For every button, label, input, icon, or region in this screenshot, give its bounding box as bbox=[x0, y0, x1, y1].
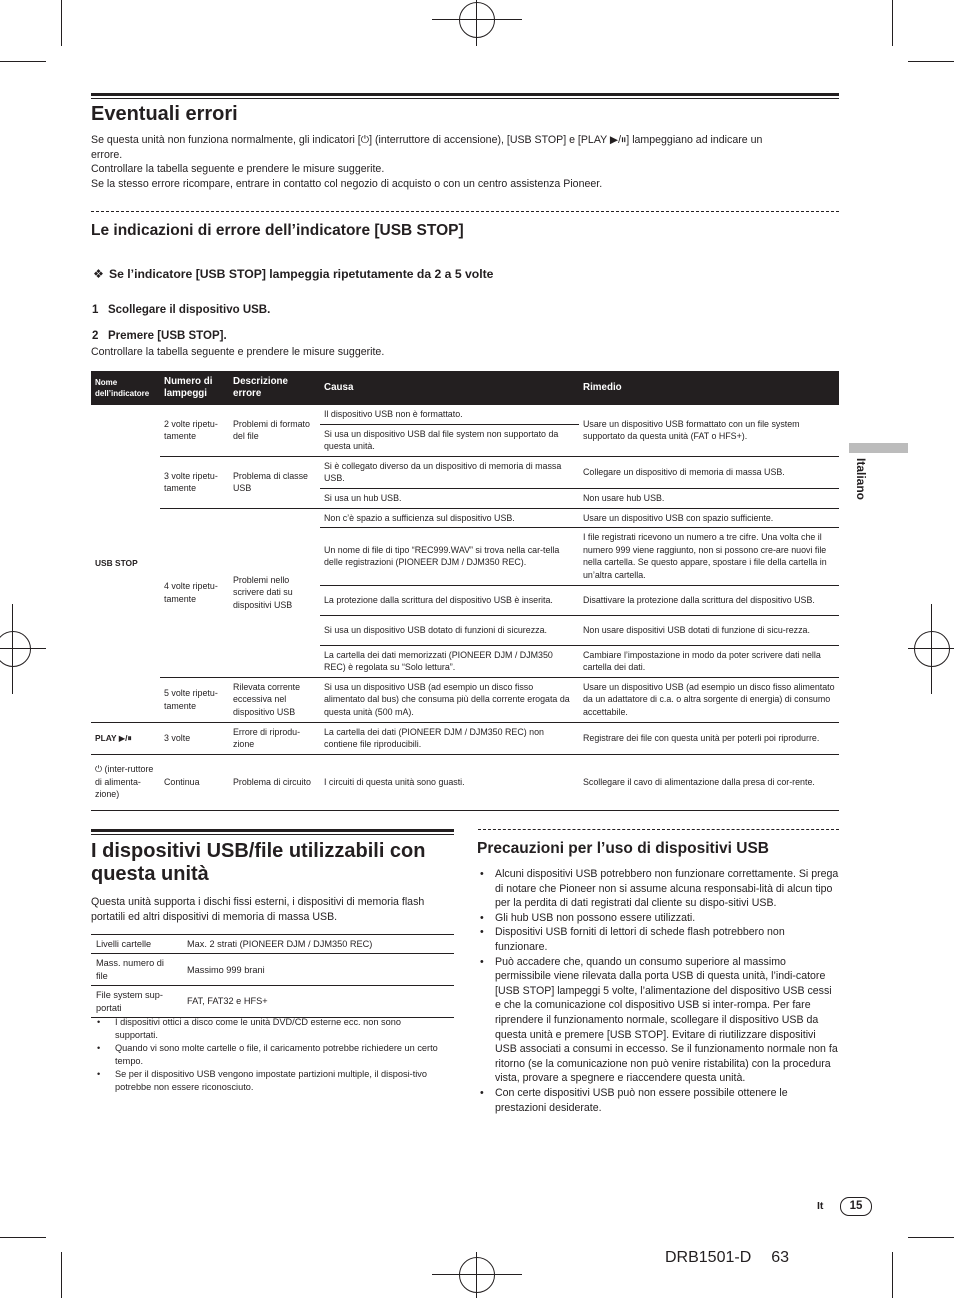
list-item: • Con certe dispositivi USB può non essere possibile ottenere le prestazioni desiderate. bbox=[478, 1086, 840, 1115]
remedy: Non usare dispositivi USB dotati di funzione di sicu-rezza. bbox=[579, 615, 839, 645]
remedy: I file registrati ricevono un numero a tre cifre. Una volta che il numero 999 viene raggiunto, non si possono cre-are nuovi file nella cartella. Se questo appare, spostare i file della cartella in un’altra cartella. bbox=[579, 528, 839, 585]
blink-count: 3 volte bbox=[160, 722, 229, 754]
remedy: Non usare hub USB. bbox=[579, 488, 839, 508]
header-cell: Causa bbox=[320, 371, 579, 405]
crop-mark bbox=[61, 1252, 62, 1298]
cause: Si usa un dispositivo USB dotato di funzioni di sicurezza. bbox=[320, 615, 579, 645]
table-row bbox=[91, 405, 839, 425]
spec-key: Livelli cartelle bbox=[91, 935, 182, 954]
error-description: Errore di riprodu-zione bbox=[229, 722, 320, 754]
intro-paragraph: Se questa unità non funziona normalmente, gli indicatori [⏻] (interruttore di accensione), [USB STOP] e [PLAY ▶/⏸] lampeggiano ad indicare un errore. Controllare la tabella seguente e prendere le misure suggerite. Se la stesso errore ricompare, entrare in contatto col negozio di acquisto o con un centro assistenza Pioneer. bbox=[91, 134, 763, 190]
crop-mark bbox=[0, 1237, 46, 1238]
cause: Si usa un hub USB. bbox=[320, 488, 579, 508]
crop-mark bbox=[908, 61, 954, 62]
page-number: 15 bbox=[840, 1197, 872, 1216]
cause: Un nome di file di tipo “REC999.WAV” si trova nella car-tella delle registrazioni (PIONEER DJM / DJM350 REC). bbox=[320, 528, 579, 585]
step-1: 1 Scollegare il dispositivo USB. bbox=[92, 304, 271, 316]
remedy: Cambiare l’impostazione in modo da poter scrivere dati nella cartella dei dati. bbox=[579, 645, 839, 677]
spec-value: Massimo 999 brani bbox=[182, 954, 454, 986]
crop-mark bbox=[0, 61, 46, 62]
header-cell: Numero di lampeggi bbox=[160, 371, 229, 405]
cause: La protezione dalla scrittura del dispositivo USB è inserita. bbox=[320, 585, 579, 615]
crop-mark bbox=[892, 1252, 893, 1298]
section-rule bbox=[91, 98, 839, 99]
usb-notes bbox=[91, 1016, 446, 1094]
section-title: Precauzioni per l’uso di dispositivi USB bbox=[477, 840, 769, 857]
remedy: Usare un dispositivo USB (ad esempio un disco fisso alimentato da un adattatore di c.a. o altra sorgente di energia) di consumo accettabile. bbox=[579, 677, 839, 721]
indicator-name: PLAY ▶/⏸ bbox=[91, 722, 160, 754]
cause: Si usa un dispositivo USB dal file system non supportato da questa unità. bbox=[320, 424, 579, 456]
error-description: Problemi nello scrivere dati su dispositivi USB bbox=[229, 508, 320, 677]
remedy: Collegare un dispositivo di memoria di massa USB. bbox=[579, 456, 839, 488]
table-row bbox=[91, 935, 454, 954]
remedy: Usare un dispositivo USB con spazio sufficiente. bbox=[579, 508, 839, 528]
diamond-icon: ❖ bbox=[93, 267, 104, 281]
subsection-title: Le indicazioni di errore dell’indicatore [USB STOP] bbox=[91, 222, 464, 239]
spec-key: Mass. numero di file bbox=[91, 954, 182, 986]
crop-mark bbox=[908, 1237, 954, 1238]
indicator-name: USB STOP bbox=[95, 557, 138, 568]
blink-count: 5 volte ripetu-tamente bbox=[160, 677, 229, 721]
crop-mark bbox=[892, 0, 893, 46]
dashed-divider bbox=[91, 211, 839, 212]
language-tab: Italiano bbox=[854, 458, 868, 501]
usb-spec-table bbox=[91, 934, 454, 1018]
blink-count: 2 volte ripetu-tamente bbox=[160, 405, 229, 457]
list-item: • Se per il dispositivo USB vengono impostate partizioni multiple, il disposi-tivo potrebbe non essere riconosciuto. bbox=[91, 1068, 446, 1094]
step-2: 2 Premere [USB STOP]. bbox=[92, 330, 227, 342]
list-item: • Dispositivi USB forniti di lettori di schede flash potrebbero non funzionare. bbox=[478, 925, 840, 954]
section-rule bbox=[91, 829, 454, 832]
section-rule bbox=[91, 93, 839, 96]
error-description: Problema di classe USB bbox=[229, 456, 320, 508]
usb-intro: Questa unità supporta i dischi fissi esterni, i dispositivi di memoria flash portatili ed altri dispositivi di memoria di massa USB. bbox=[91, 896, 425, 923]
bullet-heading: ❖ Se l’indicatore [USB STOP] lampeggia ripetutamente da 2 a 5 volte bbox=[93, 267, 494, 281]
remedy: Scollegare il cavo di alimentazione dalla presa di cor-rente. bbox=[579, 754, 839, 810]
footer-lang: It bbox=[817, 1200, 824, 1212]
list-item: • Gli hub USB non possono essere utilizzati. bbox=[478, 911, 840, 926]
cause: Si usa un dispositivo USB (ad esempio un disco fisso alimentato dal bus) che consuma più della corrente erogata da questa unità (500 mA). bbox=[320, 677, 579, 721]
doc-code: DRB1501-D 63 bbox=[665, 1249, 790, 1266]
blink-count: 4 volte ripetu-tamente bbox=[160, 508, 229, 677]
blink-count: 3 volte ripetu-tamente bbox=[160, 456, 229, 508]
crop-mark bbox=[61, 0, 62, 46]
table-row bbox=[91, 722, 839, 754]
list-item: • Quando vi sono molte cartelle o file, il caricamento potrebbe richiedere un certo tempo. bbox=[91, 1042, 446, 1068]
table-row bbox=[91, 954, 454, 986]
section-title: I dispositivi USB/file utilizzabili con questa unità bbox=[91, 840, 426, 885]
table-row bbox=[91, 508, 839, 528]
cause: La cartella dei dati (PIONEER DJM / DJM350 REC) non contiene file riproducibili. bbox=[320, 722, 579, 754]
cause: Il dispositivo USB non è formattato. bbox=[320, 405, 579, 425]
table-row bbox=[91, 677, 839, 721]
header-cell: Rimedio bbox=[579, 371, 839, 405]
error-description: Rilevata corrente eccessiva nel dispositivo USB bbox=[229, 677, 320, 721]
section-rule bbox=[91, 834, 454, 835]
cause: I circuiti di questa unità sono guasti. bbox=[320, 754, 579, 810]
list-item: • Alcuni dispositivi USB potrebbero non funzionare correttamente. Si prega di notare che Pioneer non si assume alcuna responsabi-lità di alcun tipo per la perdita di dati registrati dal cliente su dispo-sitivi USB. bbox=[478, 867, 840, 911]
step-2-text: Controllare la tabella seguente e prendere le misure suggerite. bbox=[91, 346, 385, 358]
section-title: Eventuali errori bbox=[91, 103, 238, 125]
table-header bbox=[91, 371, 839, 405]
header-cell: Descrizione errore bbox=[229, 371, 320, 405]
cause: La cartella dei dati memorizzati (PIONEER DJM / DJM350 REC) è regolata su “Solo lettura”. bbox=[320, 645, 579, 677]
spec-value: FAT, FAT32 e HFS+ bbox=[182, 986, 454, 1018]
table-row bbox=[91, 456, 839, 488]
cause: Si è collegato diverso da un dispositivo di memoria di massa USB. bbox=[320, 456, 579, 488]
spec-value: Max. 2 strati (PIONEER DJM / DJM350 REC) bbox=[182, 935, 454, 954]
language-tab-bar bbox=[849, 443, 908, 453]
dashed-divider bbox=[478, 829, 839, 830]
indicator-name: ⏻ (inter-ruttore di alimenta-zione) bbox=[91, 754, 160, 810]
header-cell: Nome dell’indicatore bbox=[91, 371, 160, 405]
error-description: Problema di circuito bbox=[229, 754, 320, 810]
error-table bbox=[91, 371, 839, 811]
precautions-list bbox=[478, 867, 840, 1115]
remedy: Usare un dispositivo USB formattato con un file system supportato da questa unità (FAT o HFS+). bbox=[579, 405, 839, 457]
spec-key: File system sup-portati bbox=[91, 986, 182, 1018]
table-row bbox=[91, 986, 454, 1018]
remedy: Registrare dei file con questa unità per poterli poi riprodurre. bbox=[579, 722, 839, 754]
error-description: Problemi di formato del file bbox=[229, 405, 320, 457]
remedy: Disattivare la protezione dalla scrittura del dispositivo USB. bbox=[579, 585, 839, 615]
blink-count: Continua bbox=[160, 754, 229, 810]
cause: Non c’è spazio a sufficienza sul dispositivo USB. bbox=[320, 508, 579, 528]
list-item: • I dispositivi ottici a disco come le unità DVD/CD esterne ecc. non sono supportati. bbox=[91, 1016, 446, 1042]
table-row bbox=[91, 754, 839, 810]
list-item: • Può accadere che, quando un consumo superiore al massimo permissibile viene rilevata dalla porta USB di questa unità, l’indi-catore [USB STOP] lampeggi 5 volte, l’alimentazione del dispositivo USB cessi e che la comunicazione col dispositivo USB si inter-rompa. Per fare riprendere il funzionamento normale, scollegare il dispositivo USB da questa unità e premere [USB STOP]. Evitare di riutilizzare dispositivi USB associati a consumi in eccesso. Se il funzionamento normale non fa ritorno (se la comunicazione non può venire ristabilita) con la procedura vista, provare a spegnere e riaccendere questa unità. bbox=[478, 955, 840, 1086]
